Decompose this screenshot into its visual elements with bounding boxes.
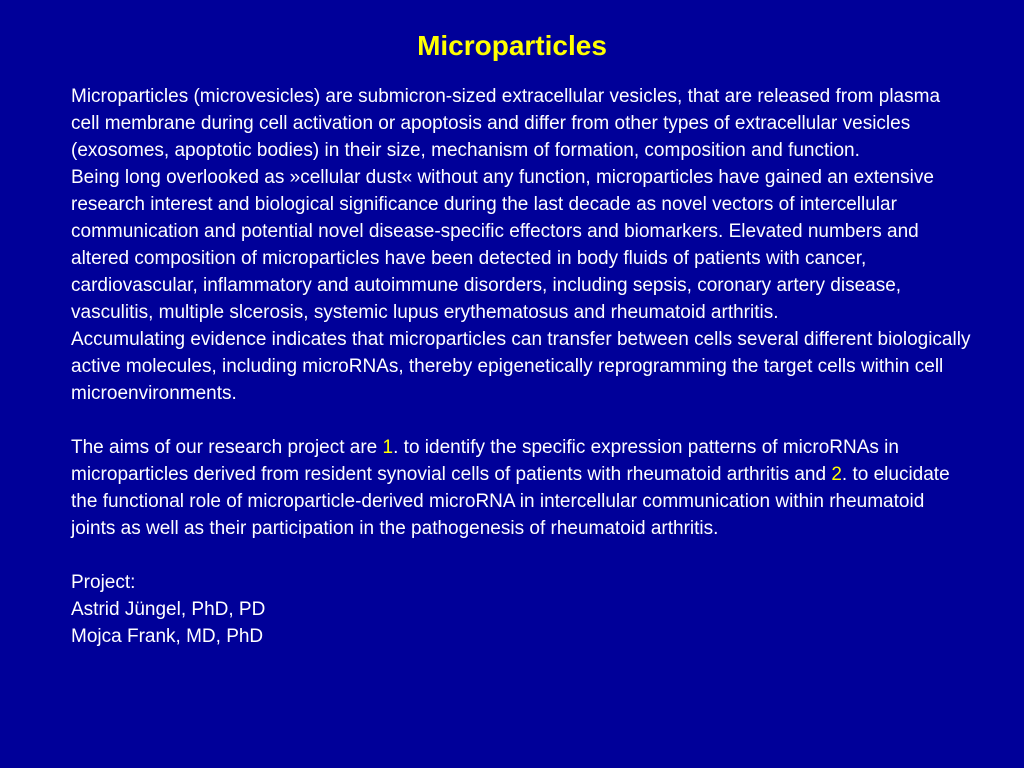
project-label: Project:: [71, 572, 136, 593]
aims-intro: The aims of our research project are: [71, 437, 383, 458]
aim-text-1: . to identify the specific expression patterns of microRNAs in microparticles derived from resident synovial cells of patients with rheumatoid arthritis and: [71, 437, 899, 485]
spacer: [71, 407, 971, 434]
paragraph-significance: Being long overlooked as »cellular dust« without any function, microparticles have gained an extensive research interest and biological significance during the last decade as novel vectors of intercellular communication and potential novel disease-specific effectors and biomarkers. Elevated numbers and altered composition of microparticles have been detected in body fluids of patients with cancer, cardiovascular, inflammatory and autoimmune disorders, including sepsis, coronary artery disease, vasculitis, multiple slcerosis, systemic lupus erythematosus and rheumatoid arthritis.: [71, 167, 934, 323]
slide-body: [71, 83, 971, 650]
paragraph-definition: Microparticles (microvesicles) are submicron-sized extracellular vesicles, that are released from plasma cell membrane during cell activation or apoptosis and differ from other types of extracellular vesicles (exosomes, apoptotic bodies) in their size, mechanism of formation, composition and function.: [71, 86, 941, 161]
project-person: Astrid Jüngel, PhD, PD: [71, 599, 266, 620]
project-person: Mojca Frank, MD, PhD: [71, 626, 264, 647]
slide-title: Microparticles: [417, 30, 607, 61]
aim-number-1: 1: [382, 437, 394, 458]
aim-text-2: . to elucidate the functional role of microparticle-derived microRNA in intercellular communication within rheumatoid joints as well as their participation in the pathogenesis of rheumatoid arthritis.: [71, 464, 950, 539]
spacer: [71, 542, 971, 569]
aim-number-2: 2: [831, 464, 842, 485]
paragraph-aims: [71, 434, 971, 542]
paragraph-evidence: Accumulating evidence indicates that microparticles can transfer between cells several different biologically active molecules, including microRNAs, thereby epigenetically reprogramming the target cells within cell microenvironments.: [71, 329, 971, 404]
